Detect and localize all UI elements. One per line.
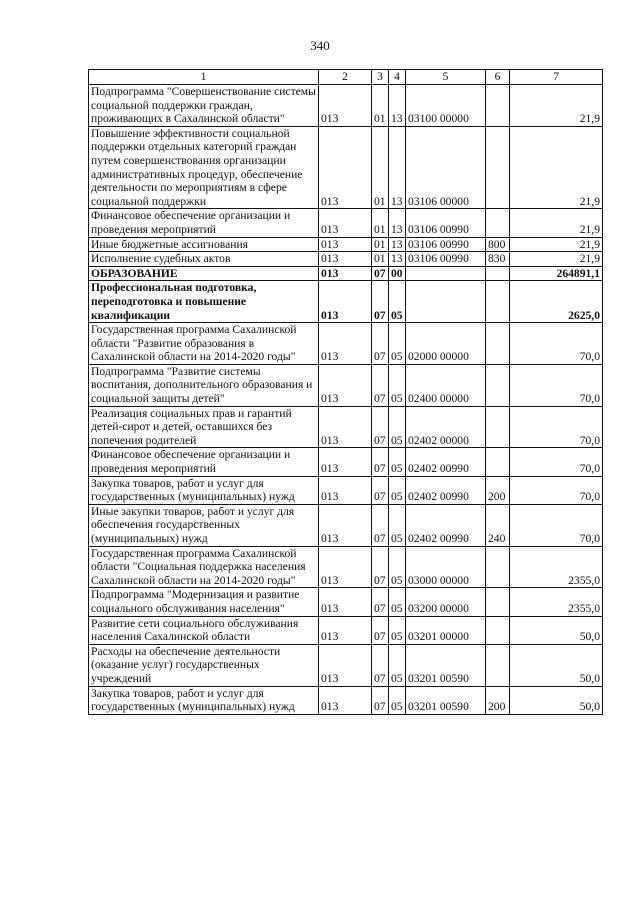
row-name-cell: Реализация социальных прав и гарантий детей-сирот и детей, оставшихся без попечения родителей [89, 406, 319, 448]
subsection-code-cell: 05 [389, 406, 406, 448]
expense-type-cell [486, 616, 510, 644]
table-row [89, 237, 603, 252]
target-article-cell: 03200 00000 [406, 588, 486, 616]
target-article-cell: 02000 00000 [406, 323, 486, 365]
row-name-cell: ОБРАЗОВАНИЕ [89, 266, 319, 281]
expense-type-cell [486, 281, 510, 323]
row-name-cell: Подпрограмма "Модернизация и развитие социального обслуживания населения" [89, 588, 319, 616]
section-code-cell: 07 [372, 476, 389, 504]
target-article-cell: 03201 00000 [406, 616, 486, 644]
ved-code-cell: 013 [319, 126, 372, 209]
subsection-code-cell: 13 [389, 85, 406, 127]
target-article-cell [406, 281, 486, 323]
section-code-cell: 07 [372, 588, 389, 616]
table-row [89, 504, 603, 546]
section-code-cell: 01 [372, 237, 389, 252]
ved-code-cell: 013 [319, 588, 372, 616]
amount-cell: 70,0 [510, 364, 603, 406]
ved-code-cell: 013 [319, 448, 372, 476]
expense-type-cell [486, 448, 510, 476]
subsection-code-cell: 05 [389, 364, 406, 406]
ved-code-cell: 013 [319, 406, 372, 448]
row-name-cell: Исполнение судебных актов [89, 252, 319, 267]
subsection-code-cell: 05 [389, 686, 406, 714]
section-code-cell: 07 [372, 644, 389, 686]
row-name-cell: Закупка товаров, работ и услуг для государственных (муниципальных) нужд [89, 686, 319, 714]
expense-type-cell [486, 85, 510, 127]
column-header: 5 [406, 70, 486, 85]
budget-table [88, 69, 603, 715]
target-article-cell [406, 266, 486, 281]
row-name-cell: Подпрограмма "Развитие системы воспитания, дополнительного образования и социальной защиты детей" [89, 364, 319, 406]
ved-code-cell: 013 [319, 252, 372, 267]
amount-cell: 70,0 [510, 406, 603, 448]
section-code-cell: 07 [372, 686, 389, 714]
section-code-cell: 07 [372, 364, 389, 406]
table-row [89, 364, 603, 406]
target-article-cell: 03201 00590 [406, 686, 486, 714]
ved-code-cell: 013 [319, 237, 372, 252]
row-name-cell: Профессиональная подготовка, переподготовка и повышение квалификации [89, 281, 319, 323]
target-article-cell: 03000 00000 [406, 546, 486, 588]
expense-type-cell [486, 588, 510, 616]
column-header: 3 [372, 70, 389, 85]
amount-cell: 21,9 [510, 209, 603, 237]
expense-type-cell: 200 [486, 686, 510, 714]
expense-type-cell [486, 644, 510, 686]
expense-type-cell: 240 [486, 504, 510, 546]
amount-cell: 50,0 [510, 616, 603, 644]
column-header: 6 [486, 70, 510, 85]
ved-code-cell: 013 [319, 85, 372, 127]
row-name-cell: Финансовое обеспечение организации и проведения мероприятий [89, 448, 319, 476]
amount-cell: 70,0 [510, 476, 603, 504]
section-code-cell: 07 [372, 266, 389, 281]
amount-cell: 264891,1 [510, 266, 603, 281]
expense-type-cell [486, 546, 510, 588]
header-row [89, 70, 603, 85]
target-article-cell: 03100 00000 [406, 85, 486, 127]
amount-cell: 70,0 [510, 323, 603, 365]
subsection-code-cell: 05 [389, 504, 406, 546]
row-name-cell: Государственная программа Сахалинской области "Социальная поддержка населения Сахалинской области на 2014-2020 годы" [89, 546, 319, 588]
row-name-cell: Закупка товаров, работ и услуг для государственных (муниципальных) нужд [89, 476, 319, 504]
target-article-cell: 03106 00990 [406, 209, 486, 237]
ved-code-cell: 013 [319, 209, 372, 237]
row-name-cell: Развитие сети социального обслуживания населения Сахалинской области [89, 616, 319, 644]
expense-type-cell [486, 323, 510, 365]
column-header: 7 [510, 70, 603, 85]
ved-code-cell: 013 [319, 281, 372, 323]
ved-code-cell: 013 [319, 364, 372, 406]
row-name-cell: Иные бюджетные ассигнования [89, 237, 319, 252]
row-name-cell: Расходы на обеспечение деятельности (оказание услуг) государственных учреждений [89, 644, 319, 686]
expense-type-cell: 830 [486, 252, 510, 267]
section-code-cell: 07 [372, 504, 389, 546]
target-article-cell: 03201 00590 [406, 644, 486, 686]
row-name-cell: Повышение эффективности социальной поддержки отдельных категорий граждан путем совершенствования организации административных процедур, обеспечение деятельности по мероприятиям в сфере социальной поддержки [89, 126, 319, 209]
amount-cell: 50,0 [510, 686, 603, 714]
table-row [89, 406, 603, 448]
target-article-cell: 02402 00000 [406, 406, 486, 448]
page-number: 340 [310, 38, 330, 53]
table-row [89, 281, 603, 323]
target-article-cell: 02400 00000 [406, 364, 486, 406]
ved-code-cell: 013 [319, 323, 372, 365]
ved-code-cell: 013 [319, 504, 372, 546]
table-row [89, 323, 603, 365]
section-code-cell: 01 [372, 126, 389, 209]
table-row [89, 252, 603, 267]
expense-type-cell [486, 364, 510, 406]
expense-type-cell: 800 [486, 237, 510, 252]
column-header: 1 [89, 70, 319, 85]
section-code-cell: 07 [372, 448, 389, 476]
section-code-cell: 07 [372, 616, 389, 644]
section-code-cell: 07 [372, 323, 389, 365]
subsection-code-cell: 05 [389, 644, 406, 686]
table-row [89, 448, 603, 476]
target-article-cell: 03106 00000 [406, 126, 486, 209]
row-name-cell: Государственная программа Сахалинской области "Развитие образования в Сахалинской области на 2014-2020 годы" [89, 323, 319, 365]
table-row [89, 266, 603, 281]
ved-code-cell: 013 [319, 686, 372, 714]
table-row [89, 85, 603, 127]
subsection-code-cell: 05 [389, 281, 406, 323]
expense-type-cell [486, 406, 510, 448]
row-name-cell: Иные закупки товаров, работ и услуг для обеспечения государственных (муниципальных) нужд [89, 504, 319, 546]
expense-type-cell [486, 126, 510, 209]
expense-type-cell [486, 266, 510, 281]
amount-cell: 2355,0 [510, 546, 603, 588]
subsection-code-cell: 05 [389, 323, 406, 365]
amount-cell: 21,9 [510, 85, 603, 127]
table-row [89, 588, 603, 616]
table-row [89, 616, 603, 644]
subsection-code-cell: 05 [389, 588, 406, 616]
amount-cell: 70,0 [510, 504, 603, 546]
subsection-code-cell: 13 [389, 237, 406, 252]
table-row [89, 546, 603, 588]
target-article-cell: 02402 00990 [406, 448, 486, 476]
section-code-cell: 07 [372, 281, 389, 323]
amount-cell: 21,9 [510, 252, 603, 267]
amount-cell: 2625,0 [510, 281, 603, 323]
expense-type-cell [486, 209, 510, 237]
table-row [89, 644, 603, 686]
table-row [89, 686, 603, 714]
expense-type-cell: 200 [486, 476, 510, 504]
subsection-code-cell: 05 [389, 448, 406, 476]
subsection-code-cell: 05 [389, 546, 406, 588]
column-header: 2 [319, 70, 372, 85]
column-header: 4 [389, 70, 406, 85]
subsection-code-cell: 05 [389, 476, 406, 504]
subsection-code-cell: 13 [389, 209, 406, 237]
amount-cell: 50,0 [510, 644, 603, 686]
table-row [89, 476, 603, 504]
table-row [89, 126, 603, 209]
section-code-cell: 07 [372, 546, 389, 588]
amount-cell: 21,9 [510, 237, 603, 252]
section-code-cell: 01 [372, 252, 389, 267]
target-article-cell: 02402 00990 [406, 504, 486, 546]
target-article-cell: 03106 00990 [406, 252, 486, 267]
subsection-code-cell: 00 [389, 266, 406, 281]
row-name-cell: Подпрограмма "Совершенствование системы социальной поддержки граждан, проживающих в Сахалинской области" [89, 85, 319, 127]
ved-code-cell: 013 [319, 546, 372, 588]
ved-code-cell: 013 [319, 266, 372, 281]
section-code-cell: 01 [372, 85, 389, 127]
row-name-cell: Финансовое обеспечение организации и проведения мероприятий [89, 209, 319, 237]
table-row [89, 209, 603, 237]
subsection-code-cell: 13 [389, 252, 406, 267]
amount-cell: 21,9 [510, 126, 603, 209]
section-code-cell: 07 [372, 406, 389, 448]
subsection-code-cell: 05 [389, 616, 406, 644]
ved-code-cell: 013 [319, 476, 372, 504]
ved-code-cell: 013 [319, 616, 372, 644]
ved-code-cell: 013 [319, 644, 372, 686]
target-article-cell: 03106 00990 [406, 237, 486, 252]
amount-cell: 2355,0 [510, 588, 603, 616]
section-code-cell: 01 [372, 209, 389, 237]
target-article-cell: 02402 00990 [406, 476, 486, 504]
subsection-code-cell: 13 [389, 126, 406, 209]
amount-cell: 70,0 [510, 448, 603, 476]
